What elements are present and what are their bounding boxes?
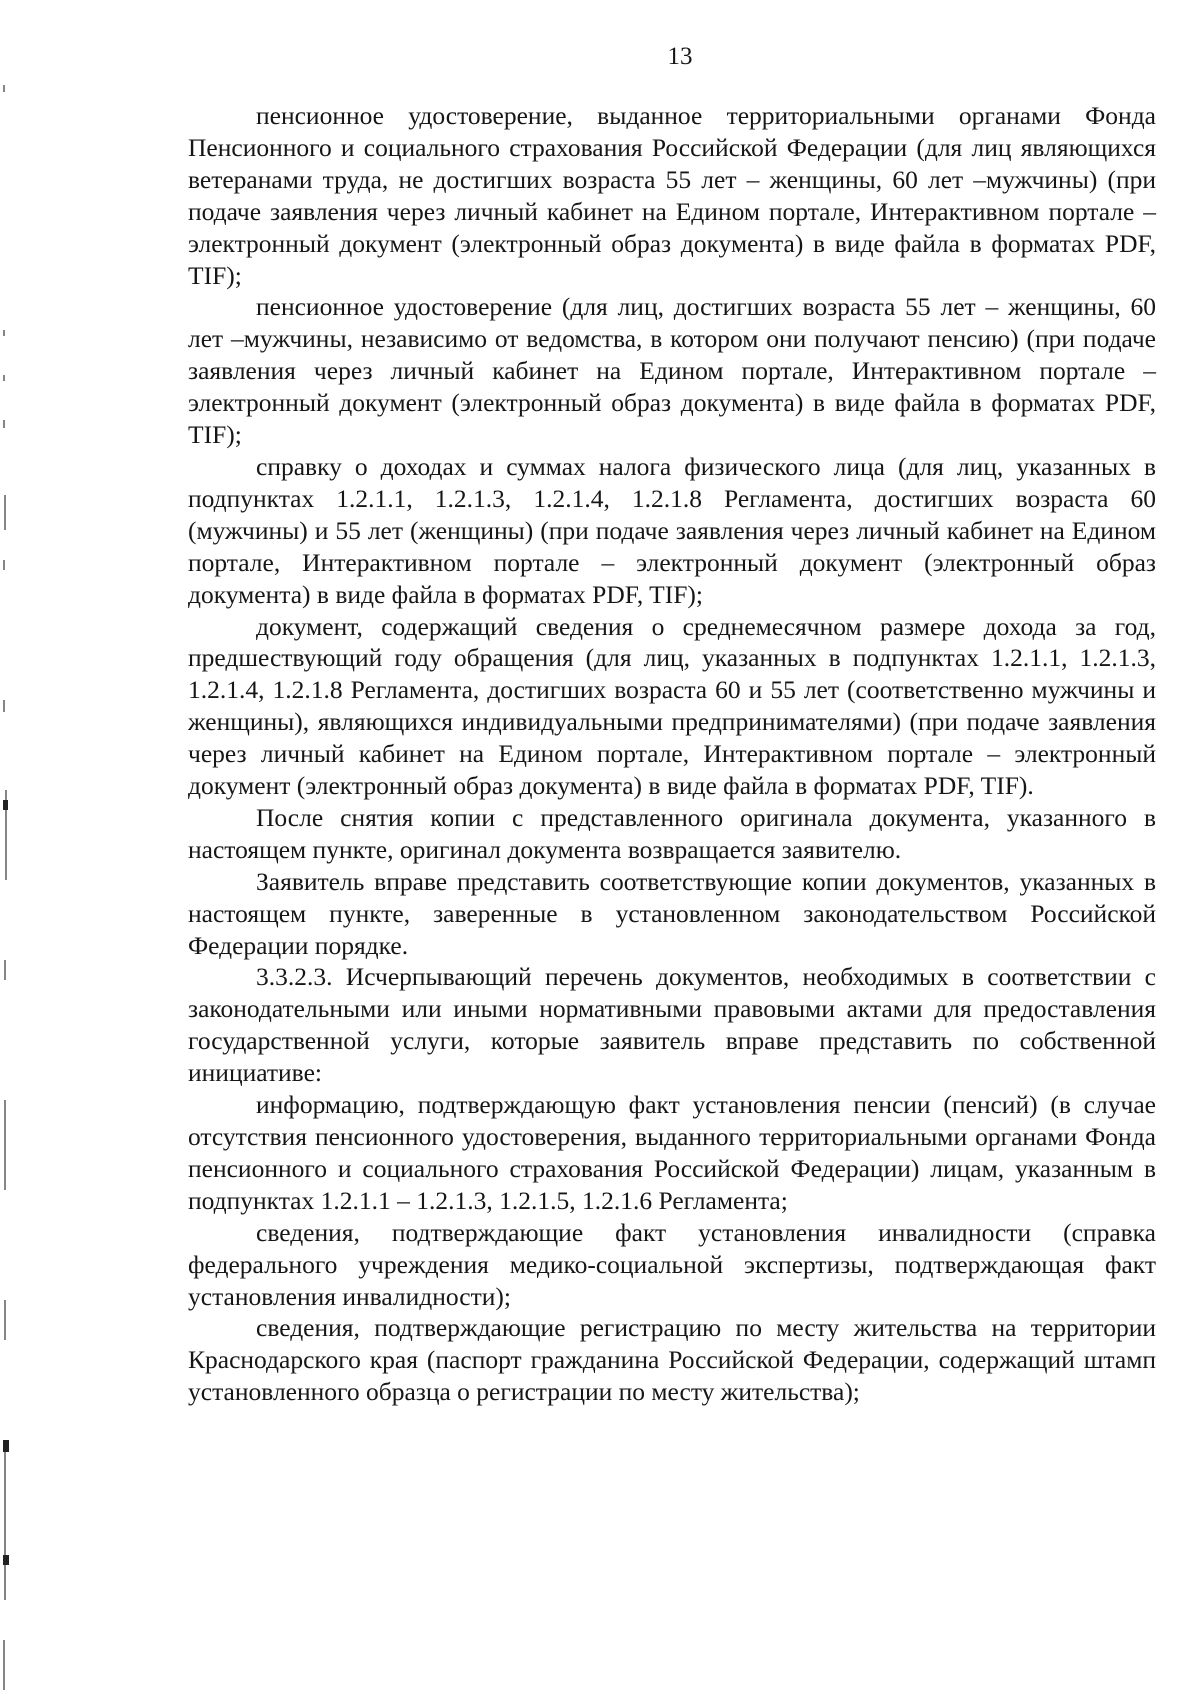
paragraph-disability-info: сведения, подтверждающие факт установления инвалидности (справка федерального учреждения медико-социальной экспертизы, подтверждающая факт установления инвалидности); [188, 1217, 1156, 1311]
paragraph-pension-certificate-veterans: пенсионное удостоверение, выданное территориальными органами Фонда Пенсионного и социального страхования Российской Федерации (для лиц являющихся ветеранами труда, не достигших возраста 55 лет – женщины, 60 лет –мужчины) (при подаче заявления через личный кабинет на Едином портале, Интерактивном портале – электронный документ (электронный образ документа) в виде файла в форматах PDF, TIF); [188, 101, 1156, 290]
scan-edge-marks [0, 0, 12, 1697]
paragraph-registration-info: сведения, подтверждающие регистрацию по месту жительства на территории Краснодарского края (паспорт гражданина Российской Федерации, содержащий штамп установленного образца о регистрации по месту жительства); [188, 1313, 1156, 1407]
page-number: 13 [667, 43, 693, 70]
paragraph-section-3-3-2-3: 3.3.2.3. Исчерпывающий перечень документов, необходимых в соответствии с законодательными или иными нормативными правовыми актами для предоставления государственной услуги, которые заявитель вправе представить по собственной инициативе: [188, 962, 1156, 1088]
paragraph-average-income-document: документ, содержащий сведения о среднемесячном размере дохода за год, предшествующий году обращения (для лиц, указанных в подпунктах 1.2.1.1, 1.2.1.3, 1.2.1.4, 1.2.1.8 Регламента, достигших возраста 60 и 55 лет (соответственно мужчины и женщины), являющихся индивидуальными предпринимателями) (при подаче заявления через личный кабинет на Едином портале, Интерактивном портале – электронный документ (электронный образ документа) в виде файла в форматах PDF, TIF). [188, 611, 1156, 801]
paragraph-certified-copies: Заявитель вправе представить соответствующие копии документов, указанных в настоящем пункте, заверенные в установленном законодательством Российской Федерации порядке. [188, 866, 1156, 960]
document-body [188, 100, 1156, 1408]
paragraph-pension-certificate-age: пенсионное удостоверение (для лиц, достигших возраста 55 лет – женщины, 60 лет –мужчины, независимо от ведомства, в котором они получают пенсию) (при подаче заявления через личный кабинет на Едином портале, Интерактивном портале – электронный документ (электронный образ документа) в виде файла в форматах PDF, TIF); [188, 292, 1156, 450]
paragraph-original-returned: После снятия копии с представленного оригинала документа, указанного в настоящем пункте, оригинал документа возвращается заявителю. [188, 802, 1156, 864]
paragraph-pension-info: информацию, подтверждающую факт установления пенсии (пенсий) (в случае отсутствия пенсионного удостоверения, выданного территориальными органами Фонда пенсионного и социального страхования Российской Федерации) лицам, указанным в подпунктах 1.2.1.1 – 1.2.1.3, 1.2.1.5, 1.2.1.6 Регламента; [188, 1090, 1156, 1215]
paragraph-income-tax-certificate: справку о доходах и суммах налога физического лица (для лиц, указанных в подпунктах 1.2.1.1, 1.2.1.3, 1.2.1.4, 1.2.1.8 Регламента, достигших возраста 60 (мужчины) и 55 лет (женщины) (при подаче заявления через личный кабинет на Едином портале, Интерактивном портале – электронный документ (электронный образ документа) в виде файла в форматах PDF, TIF); [188, 451, 1156, 609]
